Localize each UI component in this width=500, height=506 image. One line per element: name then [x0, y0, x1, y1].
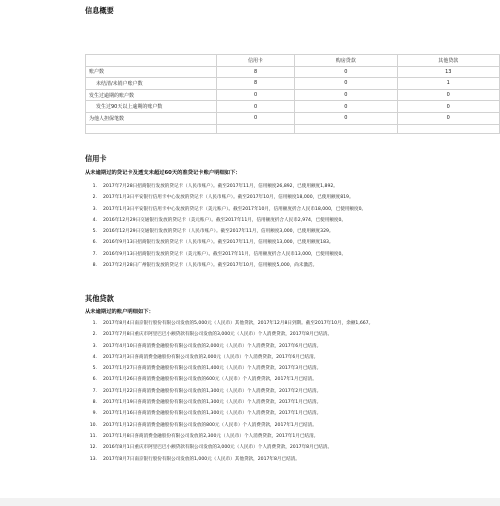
list-item-index: 8.: [92, 263, 97, 269]
summary-cell: 8: [217, 78, 295, 90]
summary-header-blank: [86, 55, 217, 67]
list-item-index: 7.: [92, 388, 97, 394]
summary-row: [86, 78, 500, 90]
list-item: [85, 386, 500, 397]
list-item: [85, 341, 500, 352]
summary-row-label: 为他人担保笔数: [86, 112, 217, 124]
list-item-index: 4.: [92, 217, 97, 223]
list-item: [85, 260, 500, 271]
summary-row: [86, 89, 500, 101]
summary-spacer-cell: [86, 124, 217, 133]
list-item-text: 2017年3月3日喜商消费金融股份有限公司发放的2,000元（人民币）个人消费贷款，2017年6月已结清。: [103, 354, 319, 360]
list-item: [85, 181, 500, 192]
other-loans-list: [85, 318, 500, 465]
list-item-index: 13.: [89, 456, 97, 462]
list-item-text: 2016年9月13日招商银行发放的贷记卡（人民币账户）。截至2017年11月，信用额度13,000，已使用额度183。: [103, 240, 334, 246]
list-item-index: 1.: [92, 321, 97, 326]
list-item: [85, 420, 500, 431]
list-item: [85, 374, 500, 385]
list-item-index: 2.: [92, 332, 97, 338]
list-item-text: 2017年8月4日南京银行股份有限公司发放的5,000元（人民币）其他贷款，2017年12月8日到期。截至2017年10月，余额1,667。: [103, 321, 374, 326]
summary-row: [86, 112, 500, 124]
list-item: [85, 329, 500, 340]
list-item-index: 2.: [92, 195, 97, 201]
summary-cell: 0: [295, 78, 397, 90]
list-item: [85, 237, 500, 248]
list-item: [85, 397, 500, 408]
list-item-text: 2017年1月8日喜商消费金融股份有限公司发放的2,300元（人民币）个人消费贷款，2017年1月已结清。: [103, 433, 319, 439]
list-item-index: 8.: [92, 400, 97, 406]
summary-cell: 0: [295, 101, 397, 113]
list-item-text: 2017年1月16日喜商消费金融股份有限公司发放的1,300元（人民币）个人消费贷款，2017年1月已结清。: [103, 411, 322, 417]
list-item: [85, 318, 500, 329]
list-item-index: 3.: [92, 206, 97, 212]
list-item-text: 2017年4月10日喜商消费金融股份有限公司发放的2,000元（人民币）个人消费贷款，2017年6月已结清。: [103, 343, 322, 349]
summary-spacer-row: [86, 124, 500, 133]
summary-row-label: 发生过90天以上逾期的账户数: [86, 101, 217, 113]
summary-cell: 0: [295, 66, 397, 78]
other-loans-title: 其他贷款: [85, 294, 114, 303]
list-item-text: 2017年1月26日喜商消费金融股份有限公司发放的600元（人民币）个人消费贷款，2017年1月已结清。: [103, 377, 317, 383]
summary-header-mortgage: 购房贷款: [295, 55, 397, 67]
list-item-index: 4.: [92, 354, 97, 360]
list-item: [85, 352, 500, 363]
list-item: [85, 226, 500, 237]
list-item-text: 2017年1月12日喜商消费金融股份有限公司发放的800元（人民币）个人消费贷款，2017年1月已结清。: [103, 422, 317, 428]
list-item-index: 6.: [92, 377, 97, 383]
list-item: [85, 363, 500, 374]
list-item: [85, 192, 500, 203]
list-item-text: 2017年1月19日喜商消费金融股份有限公司发放的1,300元（人民币）个人消费贷款，2017年1月已结清。: [103, 400, 322, 406]
list-item-text: 2017年2月28日广州银行发放的贷记卡（人民币账户）。截至2017年10月，信用额度5,000，尚未激活。: [103, 263, 318, 269]
list-item: [85, 215, 500, 226]
summary-cell: 0: [397, 112, 499, 124]
overview-title: 信息概要: [85, 6, 114, 15]
list-item-index: 9.: [92, 411, 97, 417]
bottom-bar: [0, 498, 500, 506]
list-item-text: 2017年1月22日喜商消费金融股份有限公司发放的1,300元（人民币）个人消费贷款，2017年2月已结清。: [103, 388, 322, 394]
credit-card-title: 信用卡: [85, 154, 107, 163]
summary-row-label: 账户数: [86, 66, 217, 78]
summary-cell: 1: [397, 78, 499, 90]
list-item-index: 11.: [89, 433, 97, 439]
list-item-text: 2017年7月28日招商银行发放的贷记卡（人民币账户）。截至2017年11月，信用额度26,892，已使用额度1,892。: [103, 184, 338, 189]
list-item-index: 10.: [89, 422, 97, 428]
list-item-text: 2016年12月29日交通银行发放的贷记卡（美元账户）。截至2017年11月，信用额度折合人民币2,974，已使用额度0。: [103, 217, 347, 223]
list-item-index: 1.: [92, 184, 97, 189]
credit-card-list: [85, 181, 500, 271]
summary-row-label: 发生过逾期的账户数: [86, 89, 217, 101]
summary-cell: 0: [397, 101, 499, 113]
list-item-index: 3.: [92, 343, 97, 349]
list-item: [85, 454, 500, 465]
summary-cell: 0: [217, 89, 295, 101]
list-item-text: 2017年1月27日喜商消费金融股份有限公司发放的1,400元（人民币）个人消费贷款，2017年3月已结清。: [103, 366, 322, 372]
summary-spacer-cell: [295, 124, 397, 133]
list-item: [85, 408, 500, 419]
list-item-text: 2017年1月3日平安银行信用卡中心发放的贷记卡（人民币账户）。截至2017年10月，信用额度18,000，已使用额度819。: [103, 195, 354, 201]
summary-cell: 0: [397, 89, 499, 101]
summary-header-other-loans: 其他贷款: [397, 55, 499, 67]
list-item: [85, 442, 500, 453]
summary-cell: 0: [295, 89, 397, 101]
summary-header-row: [86, 55, 500, 67]
list-item-index: 7.: [92, 251, 97, 257]
list-item-text: 2017年1月3日平安银行信用卡中心发放的贷记卡（美元账户）。截至2017年10月，信用额度折合人民币18,000，已使用额度0。: [103, 206, 367, 212]
summary-cell: 0: [217, 112, 295, 124]
summary-row-label: 未结清/未销户账户数: [86, 78, 217, 90]
summary-table: [85, 54, 500, 134]
list-item: [85, 204, 500, 215]
summary-row: [86, 66, 500, 78]
summary-header-credit-card: 信用卡: [217, 55, 295, 67]
summary-cell: 0: [295, 112, 397, 124]
summary-spacer-cell: [217, 124, 295, 133]
list-item-text: 2016年8月1日重庆市阿里巴巴小额贷款有限公司发放的3,000元（人民币）个人消费贷款，2017年8月已结清。: [103, 445, 333, 451]
summary-cell: 13: [397, 66, 499, 78]
list-item: [85, 249, 500, 260]
summary-cell: 0: [217, 101, 295, 113]
credit-card-subtitle: 从未逾期过的贷记卡及透支未超过60天的准贷记卡账户明细如下：: [85, 170, 241, 176]
list-item-text: 2016年9月13日招商银行发放的贷记卡（美元账户）。截至2017年11月，信用额度折合人民币13,000，已使用额度0。: [103, 251, 347, 257]
list-item-text: 2017年7月8日重庆市阿里巴巴小额贷款有限公司发放的3,000元（人民币）个人消费贷款，2017年8月已结清。: [103, 332, 333, 338]
list-item-text: 2016年12月29日交通银行发放的贷记卡（人民币账户）。截至2017年11月，信用额度3,000，已使用额度329。: [103, 229, 334, 235]
list-item-index: 6.: [92, 240, 97, 246]
summary-spacer-cell: [397, 124, 499, 133]
summary-cell: 8: [217, 66, 295, 78]
list-item-index: 5.: [92, 366, 97, 372]
list-item-text: 2017年8月7日南京银行股份有限公司发放的1,000元（人民币）其他贷款，2017年8月已结清。: [103, 456, 300, 462]
summary-row: [86, 101, 500, 113]
other-loans-subtitle: 从未逾期过的账户明细如下：: [85, 309, 154, 315]
list-item-index: 12.: [89, 445, 97, 451]
list-item-index: 5.: [92, 229, 97, 235]
list-item: [85, 431, 500, 442]
